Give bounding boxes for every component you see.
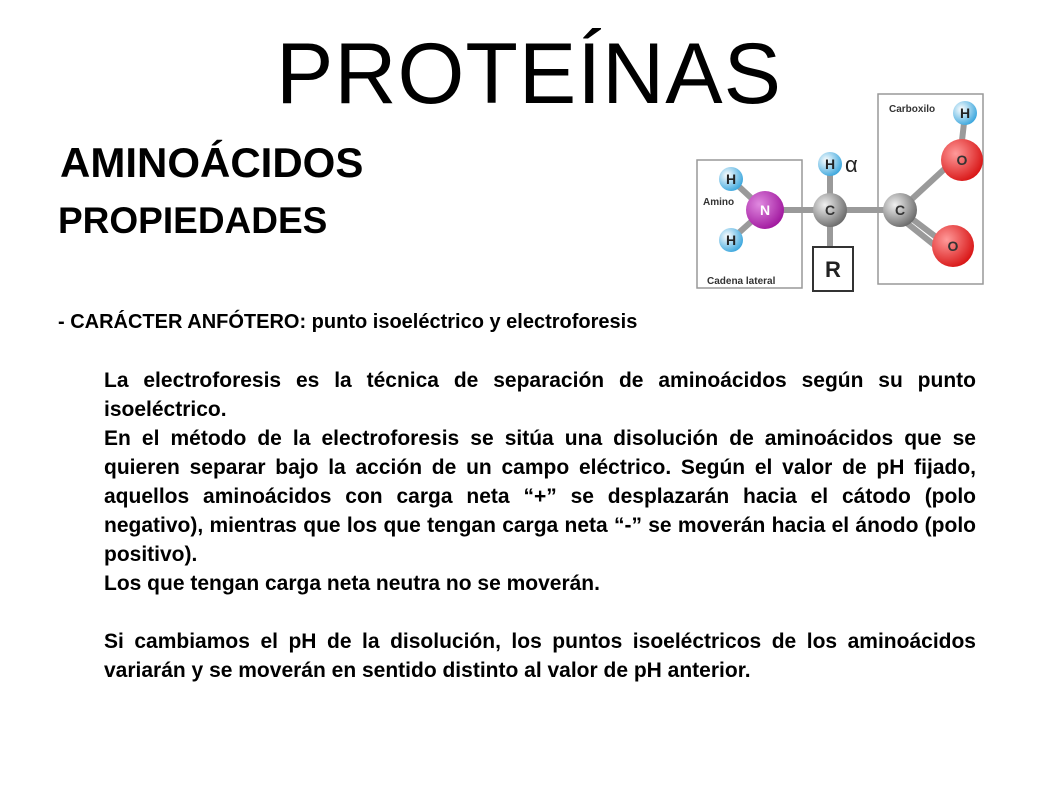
alpha-carbon-label: C bbox=[824, 202, 836, 218]
oxygen-label-carbonyl: O bbox=[947, 238, 959, 254]
paragraph-2: En el método de la electroforesis se sitúa una disolución de aminoácidos que se quieren separar bajo la acción de un campo eléctrico. Según el valor de pH fijado, aquellos aminoácidos con carga neta “+” se desplazarán hacia el cátodo (polo negativo), mientras que los que tengan carga neta “-” se moverán hacia el ánodo (polo positivo). bbox=[104, 427, 976, 566]
bonds bbox=[733, 123, 964, 254]
hydrogen-label-amino-bottom: H bbox=[725, 232, 737, 248]
amino-acid-diagram bbox=[690, 88, 990, 300]
nitrogen-label: N bbox=[759, 202, 771, 218]
subtitle: AMINOÁCIDOS bbox=[60, 139, 364, 186]
page-title: PROTEÍNAS bbox=[276, 26, 782, 122]
section-heading: PROPIEDADES bbox=[58, 200, 328, 241]
side-chain-label: Cadena lateral bbox=[707, 276, 776, 287]
bullet-heading: - CARÁCTER ANFÓTERO: punto isoeléctrico y electroforesis bbox=[58, 311, 638, 333]
hydrogen-label-carboxyl: H bbox=[959, 105, 971, 121]
paragraph-1: La electroforesis es la técnica de separación de aminoácidos según su punto isoeléctrico. bbox=[104, 369, 976, 421]
r-group-label: R bbox=[825, 257, 841, 282]
paragraph-gap bbox=[104, 598, 976, 627]
amino-label: Amino bbox=[703, 197, 735, 208]
carboxyl-label: Carboxilo bbox=[889, 104, 936, 115]
hydrogen-label-alpha: H bbox=[824, 156, 836, 172]
body-text bbox=[104, 366, 976, 685]
oxygen-label-hydroxyl: O bbox=[956, 152, 968, 168]
paragraph-3: Los que tengan carga neta neutra no se moverán. bbox=[104, 572, 600, 595]
hydrogen-label-amino-top: H bbox=[725, 171, 737, 187]
paragraph-4: Si cambiamos el pH de la disolución, los puntos isoeléctricos de los aminoácidos variarán y se moverán en sentido distinto al valor de pH anterior. bbox=[104, 630, 976, 682]
carboxyl-carbon-label: C bbox=[894, 202, 906, 218]
alpha-symbol: α bbox=[845, 152, 858, 177]
